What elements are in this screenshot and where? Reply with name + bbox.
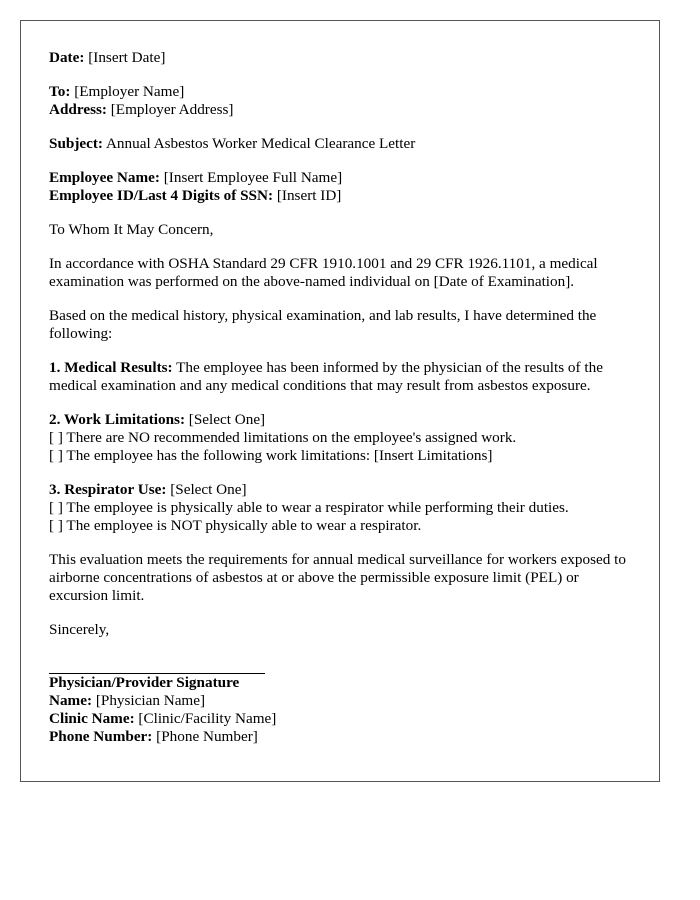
respirator-use-heading	[49, 481, 631, 499]
signature-label: Physician/Provider Signature	[49, 674, 240, 691]
subject-line	[49, 135, 631, 153]
employee-id-value: [Insert ID]	[276, 187, 342, 204]
work-limitations-option-1: [ ] There are NO recommended limitations on the employee's assigned work.	[49, 429, 517, 446]
subject-label: Subject:	[49, 135, 103, 152]
work-limitations-heading	[49, 411, 631, 429]
employee-id-label: Employee ID/Last 4 Digits of SSN:	[49, 187, 274, 204]
medical-results-text: The employee has been informed by the physician of the results of the medical examination and any medical conditions that may result from asbestos exposure.	[49, 359, 603, 394]
date-label: Date:	[49, 49, 85, 66]
physician-name-label: Name:	[49, 692, 93, 709]
employee-block	[49, 169, 631, 205]
subject-value: Annual Asbestos Worker Medical Clearance Letter	[105, 135, 416, 152]
phone-number-line	[49, 728, 631, 746]
respirator-use-label: 3. Respirator Use:	[49, 481, 167, 498]
medical-results-label: 1. Medical Results:	[49, 359, 173, 376]
letter-page	[20, 20, 660, 782]
work-limitations-label: 2. Work Limitations:	[49, 411, 185, 428]
employee-id-line	[49, 187, 631, 205]
paragraph-osha: In accordance with OSHA Standard 29 CFR 1910.1001 and 29 CFR 1926.1101, a medical examination was performed on the above-named individual on [Date of Examination].	[49, 255, 598, 290]
respirator-use-item	[49, 481, 631, 535]
paragraph-based: Based on the medical history, physical examination, and lab results, I have determined the following:	[49, 307, 597, 342]
date-line	[49, 49, 631, 67]
phone-number-value: [Phone Number]	[156, 728, 258, 745]
phone-number-label: Phone Number:	[49, 728, 153, 745]
address-value: [Employer Address]	[110, 101, 234, 118]
signature-block	[49, 674, 631, 746]
physician-name-line	[49, 692, 631, 710]
recipient-block	[49, 83, 631, 119]
closing: Sincerely,	[49, 621, 110, 638]
clinic-name-line	[49, 710, 631, 728]
address-label: Address:	[49, 101, 107, 118]
respirator-use-option-2: [ ] The employee is NOT physically able to wear a respirator.	[49, 517, 422, 534]
paragraph-evaluation: This evaluation meets the requirements for annual medical surveillance for workers exposed to airborne concentrations of asbestos at or above the permissible exposure limit (PEL) or excursion limit.	[49, 551, 626, 604]
salutation: To Whom It May Concern,	[49, 221, 214, 238]
medical-results-item	[49, 359, 631, 395]
employee-name-value: [Insert Employee Full Name]	[163, 169, 343, 186]
clinic-name-value: [Clinic/Facility Name]	[138, 710, 277, 727]
work-limitations-select: [Select One]	[188, 411, 266, 428]
employee-name-line	[49, 169, 631, 187]
address-line	[49, 101, 631, 119]
respirator-use-option-1: [ ] The employee is physically able to wear a respirator while performing their duties.	[49, 499, 569, 516]
to-label: To:	[49, 83, 71, 100]
to-value: [Employer Name]	[74, 83, 185, 100]
physician-name-value: [Physician Name]	[95, 692, 206, 709]
clinic-name-label: Clinic Name:	[49, 710, 135, 727]
work-limitations-item	[49, 411, 631, 465]
respirator-use-select: [Select One]	[170, 481, 247, 498]
date-value: [Insert Date]	[88, 49, 166, 66]
employee-name-label: Employee Name:	[49, 169, 160, 186]
work-limitations-option-2: [ ] The employee has the following work limitations: [Insert Limitations]	[49, 447, 493, 464]
to-line	[49, 83, 631, 101]
